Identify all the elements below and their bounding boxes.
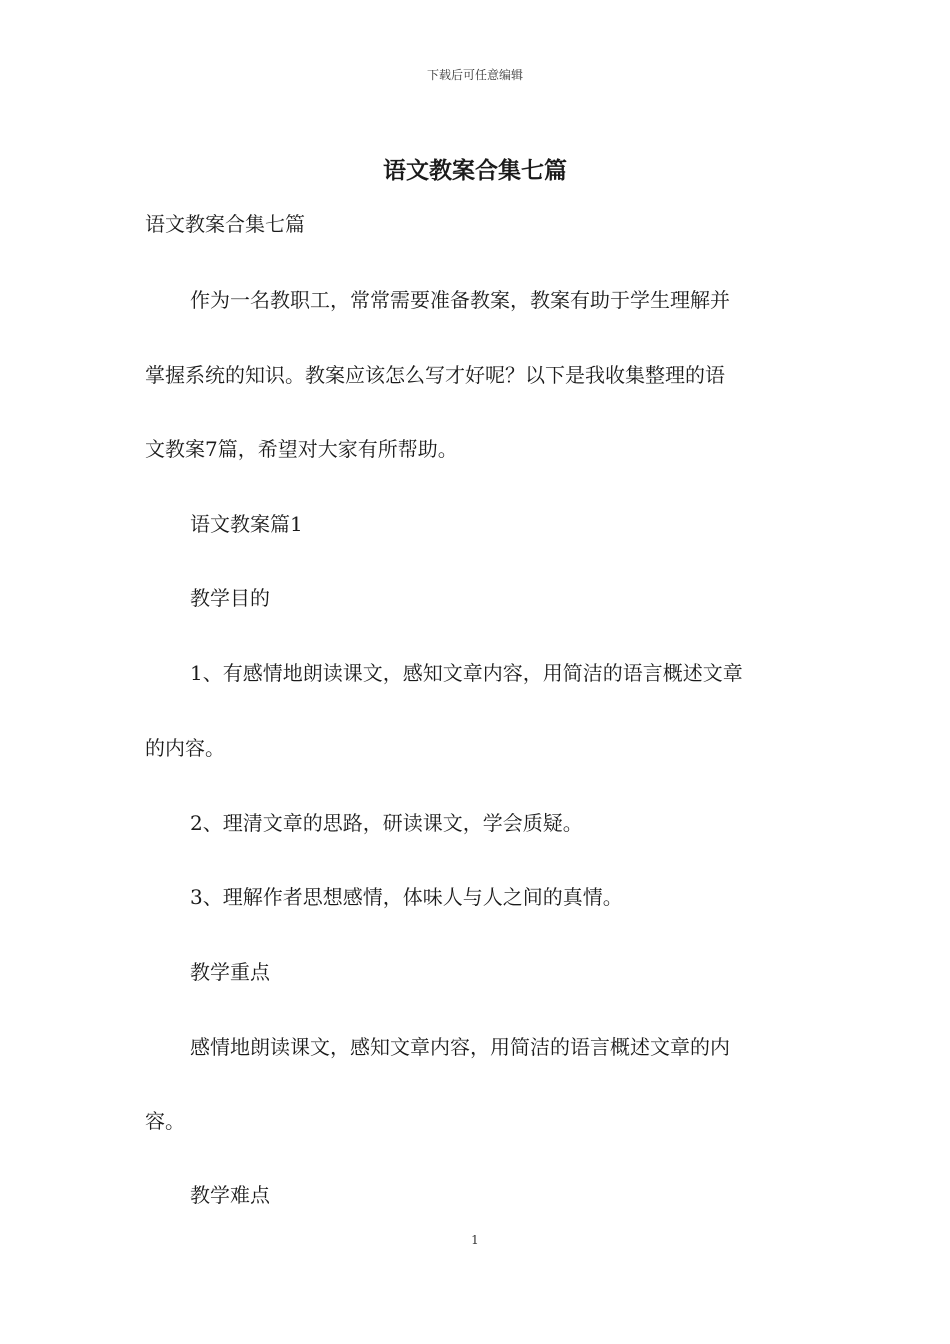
goal-1-line-2: 的内容。 — [145, 736, 225, 760]
intro-paragraph-line-3: 文教案7篇，希望对大家有所帮助。 — [145, 437, 458, 461]
key-points-line-1: 感情地朗读课文，感知文章内容，用简洁的语言概述文章的内 — [190, 1035, 730, 1059]
difficulty-heading: 教学难点 — [190, 1183, 270, 1207]
page-number: 1 — [471, 1233, 479, 1247]
goal-2: 2、理清文章的思路，研读课文，学会质疑。 — [190, 811, 583, 835]
page-header-note: 下载后可任意编辑 — [426, 68, 523, 82]
section-heading: 语文教案篇1 — [190, 512, 303, 536]
goal-3: 3、理解作者思想感情，体味人与人之间的真情。 — [190, 885, 623, 909]
goal-1-line-1: 1、有感情地朗读课文，感知文章内容，用简洁的语言概述文章 — [190, 661, 743, 685]
intro-paragraph-line-1: 作为一名教职工，常常需要准备教案，教案有助于学生理解并 — [190, 288, 730, 312]
document-title: 语文教案合集七篇 — [383, 157, 567, 184]
key-points-line-2: 容。 — [145, 1109, 185, 1133]
intro-paragraph-line-2: 掌握系统的知识。教案应该怎么写才好呢？以下是我收集整理的语 — [145, 363, 725, 387]
document-subtitle: 语文教案合集七篇 — [145, 212, 305, 236]
key-points-heading: 教学重点 — [190, 960, 270, 984]
goals-heading: 教学目的 — [190, 586, 270, 610]
